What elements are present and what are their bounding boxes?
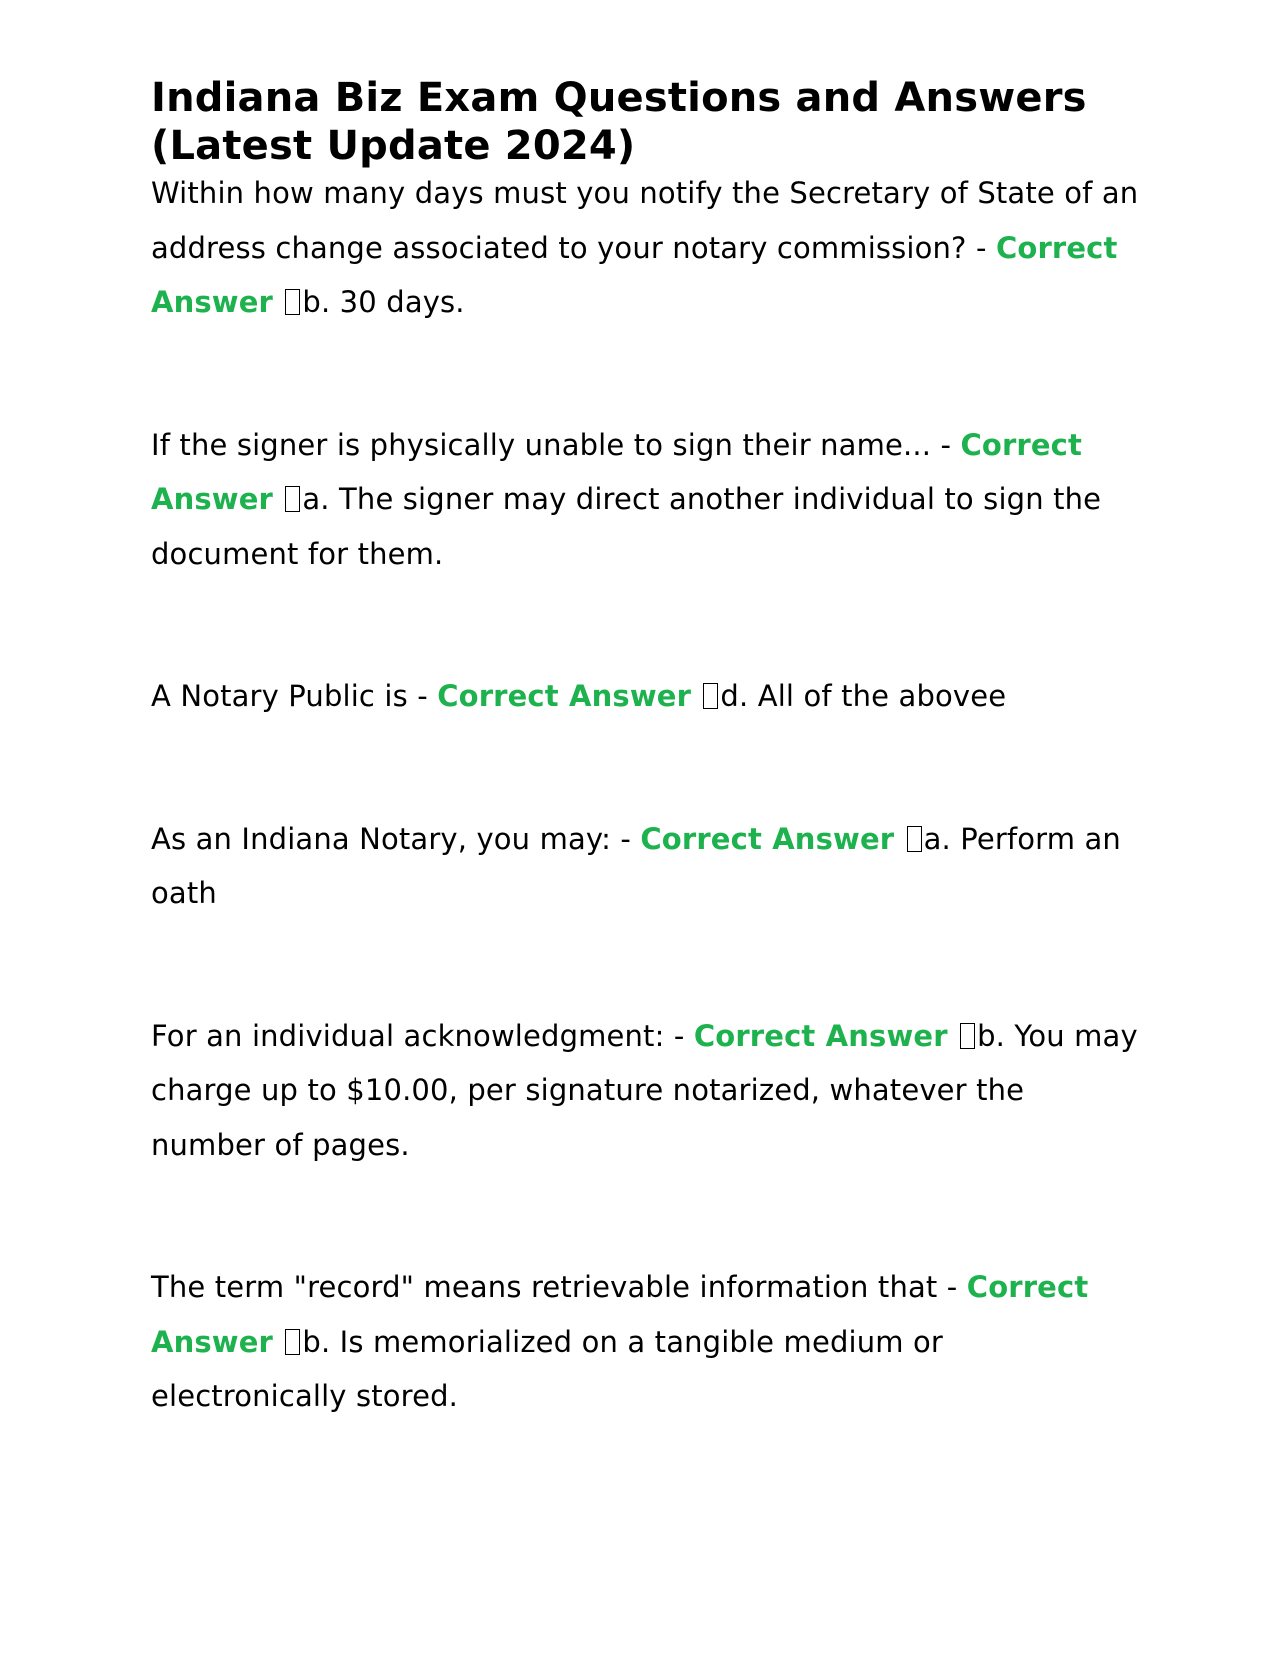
document-content bbox=[151, 74, 1141, 1424]
answer-text: b. Is memorialized on a tangible medium or electronically stored. bbox=[151, 1324, 943, 1413]
correct-answer-label: Correct Answer bbox=[151, 1270, 1089, 1359]
qa-item-2 bbox=[151, 418, 1141, 582]
qa-item-6 bbox=[151, 1260, 1141, 1424]
correct-answer-label: Correct Answer bbox=[437, 679, 692, 713]
missing-glyph-icon bbox=[285, 486, 300, 512]
document-title: Indiana Biz Exam Questions and Answers (Latest Update 2024) bbox=[151, 75, 1087, 169]
missing-glyph-icon bbox=[285, 1329, 300, 1355]
question-text: The term "record" means retrievable information that - bbox=[151, 1270, 967, 1304]
answer-text: b. 30 days. bbox=[302, 285, 465, 319]
question-text: Within how many days must you notify the Secretary of State of an address change associated to your notary commission? - bbox=[151, 176, 1139, 265]
question-text: A Notary Public is - bbox=[151, 679, 438, 713]
question-text: As an Indiana Notary, you may: - bbox=[151, 821, 641, 856]
question-text: For an individual acknowledgment: - bbox=[151, 1018, 694, 1053]
correct-answer-label: Correct Answer bbox=[640, 821, 895, 856]
qa-item-3 bbox=[151, 669, 1141, 724]
missing-glyph-icon bbox=[907, 826, 922, 852]
answer-text: a. Perform an oath bbox=[151, 821, 1121, 910]
missing-glyph-icon bbox=[960, 1023, 975, 1049]
answer-text: d. All of the abovee bbox=[720, 679, 1007, 713]
qa-item-1 bbox=[151, 166, 1141, 330]
missing-glyph-icon bbox=[285, 289, 300, 315]
correct-answer-label: Correct Answer bbox=[693, 1018, 948, 1053]
question-text: If the signer is physically unable to sign their name... - bbox=[151, 427, 961, 462]
correct-answer-label: Correct Answer bbox=[151, 230, 1118, 319]
answer-text: a. The signer may direct another individual to sign the document for them. bbox=[151, 482, 1102, 571]
qa-item-4 bbox=[151, 812, 1141, 921]
correct-answer-label: Correct Answer bbox=[151, 427, 1083, 516]
missing-glyph-icon bbox=[703, 683, 718, 709]
qa-item-5 bbox=[151, 1009, 1141, 1173]
answer-text: b. You may charge up to $10.00, per signature notarized, whatever the number of pages. bbox=[151, 1018, 1138, 1162]
